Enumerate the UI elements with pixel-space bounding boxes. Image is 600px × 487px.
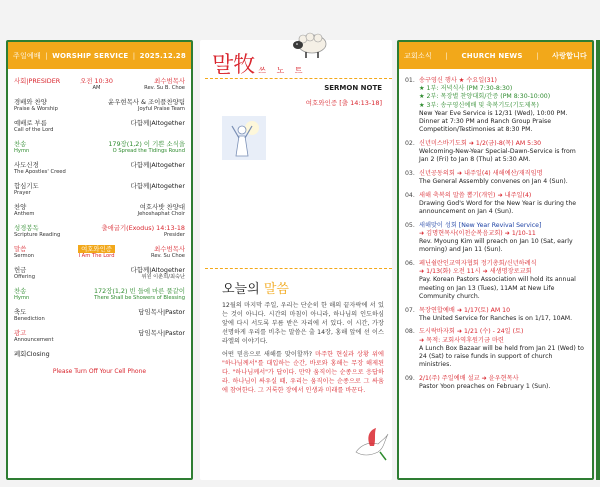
news-item-line: 2/1(주) 주일예배 설교 ➜ 윤우현목사 (419, 374, 519, 382)
news-item-number: 04. (405, 191, 415, 199)
order-row-prayer: 합심기도 Prayer 다함께|Altogether (14, 182, 185, 196)
news-item-number: 08. (405, 328, 415, 336)
news-item-line: ➜ 목적: 교회사역후원기금 마련 (419, 336, 504, 344)
news-item-line: 신년미스바기도회 ➜ 1/2(금)-8(목) AM 5:30 (419, 139, 542, 147)
news-item-line: 신년공동의회 ➜ 내주일(4) 새해예산/재직임명 (419, 169, 543, 177)
news-header: 교회소식 | CHURCH NEWS | 사랑합니다 (399, 42, 592, 69)
news-header-title: CHURCH NEWS (461, 51, 523, 60)
news-item (405, 222, 586, 255)
order-row-offering: 헌금 Offering 다함께|Altogether 위원 이춘희/최숙난 (14, 266, 185, 280)
news-item-number: 09. (405, 374, 415, 382)
order-row-closing: 폐회Closing (14, 350, 50, 358)
news-item-line: 새해 축복의 말씀 뽑기(개인) ➜ 내주일(4) (419, 191, 532, 199)
order-row-sermon: 말씀 Sermon 여호와인증 I Am The Lord 최수범목사 Rev. Su Choe (14, 245, 185, 259)
sermon-logo: 말牧 쓰 노 트 (212, 53, 307, 78)
todays-word-body: 12월의 마지막 주일, 우리는 단순히 한 해의 끝자락에 서 있는 것이 아니다. 시간의 마침이 아니라, 하나님의 인도하심 앞에 다시 서도록 부름 받은 자리에 서 있다. 이 시간, 가장 선명하게 우리를 비추는 말씀은 출 14장, 홍해 앞에 선 이스라엘의 이야기다. 어떤 믿음으로 새해를 맞이할까? 마주한 현실과 상황 위에 "하나님께서"를 대입하는 순간, 바로와 홍해는 무장 해제된다. "하나님께서"가 답이다. 만약 움직이는 순종으로 응답하라. 하나님이 싸우실 때, 우리는 움직이는 순종으로 그 싸움에 참여한다. 그 거룩한 장에서 인생과 미래를 바꾼다. (222, 302, 384, 394)
news-item-line: ★ 3부: 송구영신예배 및 축복기도(기도제목) (419, 101, 539, 109)
news-item (405, 375, 586, 391)
sermon-reference: 여호와인증 [출 14:13-18] (305, 99, 382, 107)
order-row-anthem: 찬양 Anthem 여호사밧 찬양대 Jehoshaphat Choir (14, 203, 185, 217)
order-row-scripture: 성경봉독 Scripture Reading 출애굽기(Exodus) 14:13-18 Presider (14, 224, 185, 238)
news-item (405, 192, 586, 217)
news-panel (397, 40, 594, 480)
praying-figure-icon (222, 116, 266, 160)
worship-header-title: WORSHIP SERVICE (52, 51, 129, 60)
news-item-line: The United Service for Ranches is on 1/17, 10AM. (419, 314, 573, 322)
order-row-presider: 사회|PRESIDER 오전 10:30 AM 최수범목사 Rev. Su B. Choe (14, 77, 185, 91)
news-header-ko: 교회소식 (404, 51, 432, 60)
worship-header: 주일예배 | WORSHIP SERVICE | 2025.12.28 (8, 42, 191, 69)
news-item-line: Welcoming-New-Year Special-Dawn-Service is from Jan 2 (Fri) to Jan 8 (Thu) at 5:30 AM. (419, 148, 576, 164)
order-row-hymn2: 찬송 Hymn 172장(1,2) 빈 들에 마른 풀같이 There Shall be Showers of Blessing (14, 287, 185, 301)
news-list (399, 69, 592, 391)
news-header-love: 사랑합니다 (552, 51, 587, 60)
worship-header-ko: 주일예배 (13, 51, 41, 60)
sheep-icon (290, 30, 330, 60)
news-item-number: 01. (405, 77, 415, 84)
worship-panel (6, 40, 193, 480)
order-row-creed: 사도신경 The Apostles' Creed 다함께|Altogether (14, 161, 185, 175)
news-item-number: 03. (405, 169, 415, 177)
news-item-number: 06. (405, 260, 415, 268)
news-item-line: 송구영신 행사 ★ 수요일(31) (419, 77, 497, 84)
news-item-line: The General Assembly convenes on Jan 4 (Sun). (419, 178, 568, 186)
news-item-line: Pay. Korean Pastors Association will hold its annual meeting on Jan 13 (Tues), 11AM at New Life Community church. (419, 276, 576, 300)
news-item (405, 77, 586, 134)
order-row-hymn1: 찬송 Hymn 179장(1,2) 이 기쁜 소식을 O Spread the Tidings Round (14, 140, 185, 154)
news-item-line: ➜ 1/13(화) 오전 11시 ➜ 새생명장로교회 (419, 268, 532, 276)
news-item (405, 170, 586, 186)
news-item (405, 260, 586, 301)
order-row-announcement: 광고 Announcement 담임목사|Pastor (14, 329, 185, 343)
news-item-line: 페닌쉴란인교역자협회 정기총회/신년하례식 (419, 260, 537, 268)
news-item-line: Drawing God's Word for the New Year is during the announcement on Jan 4 (Sun). (419, 199, 577, 216)
worship-header-date: 2025.12.28 (139, 51, 186, 60)
sermon-note-title: SERMON NOTE (324, 84, 382, 92)
sermon-panel (200, 40, 392, 480)
todays-word-title: 오늘의 말씀 (222, 282, 289, 297)
cellphone-notice: Please Turn Off Your Cell Phone (52, 368, 147, 375)
news-item (405, 140, 586, 165)
news-item-number: 02. (405, 139, 415, 147)
news-item-line: 도시락바자회 ➜ 1/21 (수) - 24일 (토) (419, 328, 524, 336)
news-item-line: 새해맞이 성회 [New Year Revival Service] (419, 221, 542, 229)
sermon-title-chip: 여호와인증 (78, 245, 115, 253)
news-item (405, 307, 586, 323)
news-item (405, 328, 586, 369)
news-item-line: A Lunch Box Bazaar will be held from Jan 21 (Wed) to 24 (Sat) to raise funds in support of church ministries. (419, 344, 584, 369)
news-item-line: ★ 2부: 목장별 찬양대회/간증 (PM 8:30-10:00) (419, 93, 551, 101)
news-item-number: 05. (405, 221, 415, 229)
worship-order (8, 69, 191, 376)
news-item-line: Pastor Yoon preaches on February 1 (Sun). (419, 383, 551, 390)
order-row-benediction: 축도 Benediction 담임목사|Pastor (14, 308, 185, 322)
dove-icon (350, 422, 390, 462)
news-item-line: ★ 1부: 저녁식사 (PM 7:30-8:30) (419, 85, 513, 93)
order-row-praise: 경배와 찬양 Praise & Worship 윤우현목사 & 조이플찬양팀 Joyful Praise Team (14, 98, 185, 112)
order-row-call: 예배로 부름 Call of the Lord 다함께|Altogether (14, 119, 185, 133)
news-item-line: Rev. Myoung Kim will preach on Jan 10 (Sat, early morning) and Jan 11 (Sun). (419, 238, 573, 254)
news-item-line: ➜ 김명현목사(이천순복음교회) ➜ 1/10-11 (419, 230, 536, 237)
news-item-line: New Year Eve Service is 12/31 (Wed), 10:00 PM. Dinner at 7:30 PM and Ranch Group Praise Competition/Testimonies at 8:30 PM. (419, 109, 568, 134)
news-item-line: 목장연합예배 ➜ 1/17(토) AM 10 (419, 306, 511, 314)
news-item-number: 07. (405, 306, 415, 314)
